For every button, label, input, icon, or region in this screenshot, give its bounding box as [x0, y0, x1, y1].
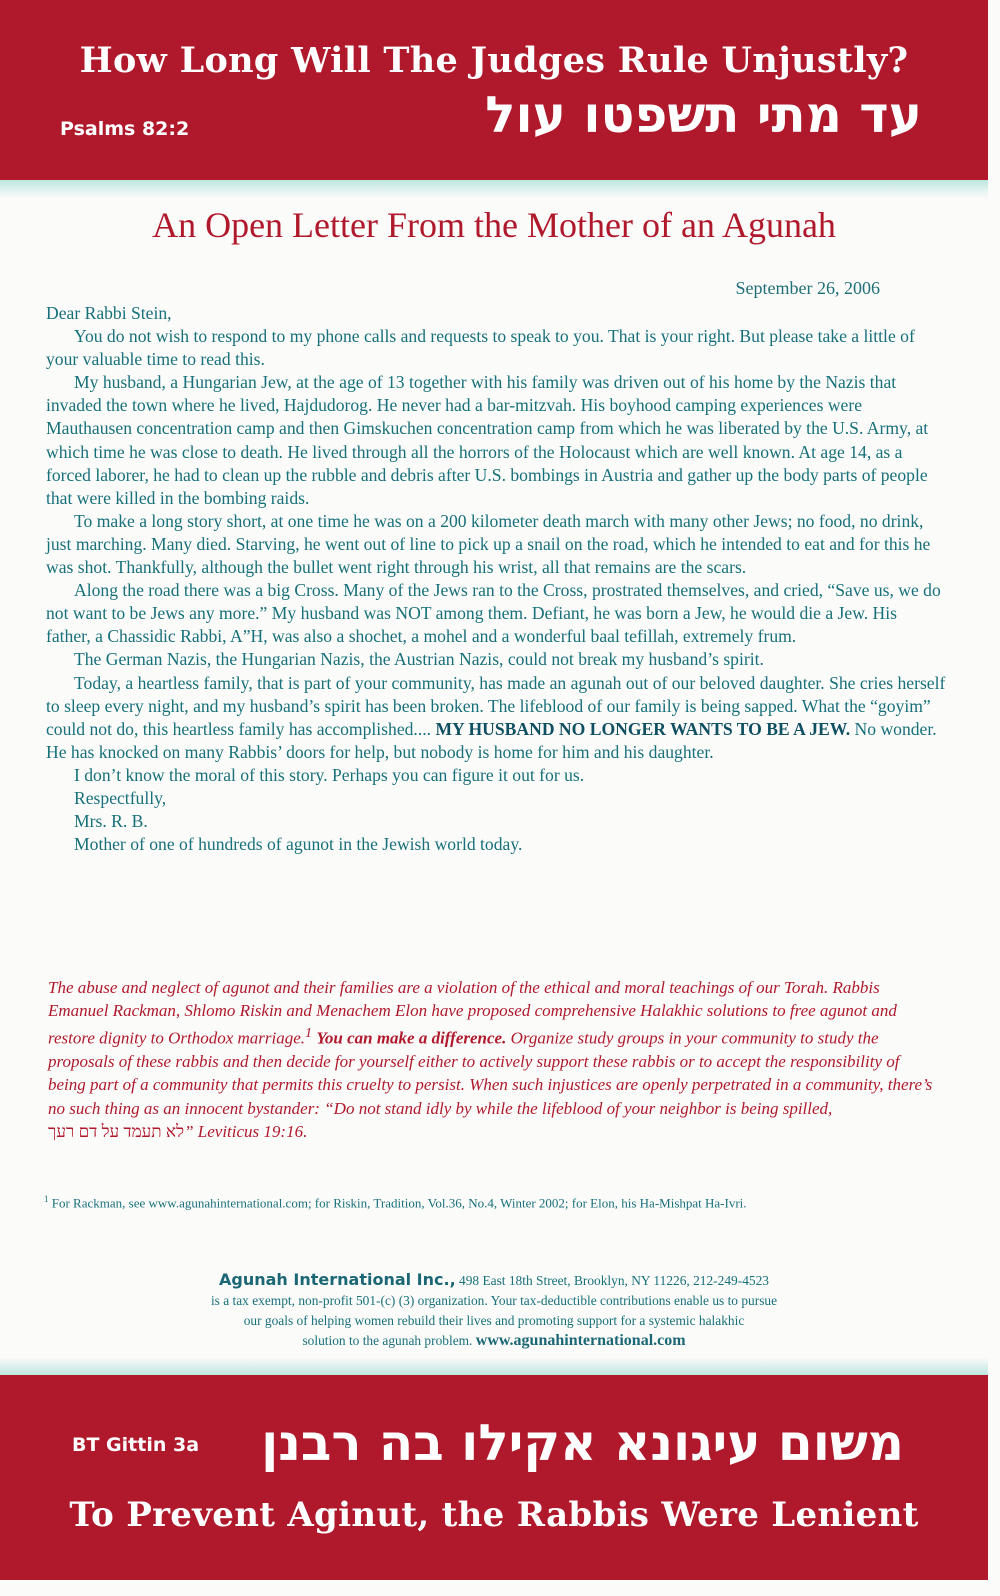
bottom-banner-reference: BT Gittin 3a [72, 1434, 200, 1456]
page-title: An Open Letter From the Mother of an Agunah [152, 205, 836, 245]
letter-paragraph [46, 672, 946, 764]
letter-emphasis: MY HUSBAND NO LONGER WANTS TO BE A JEW. [435, 718, 851, 739]
letter-paragraph: Along the road there was a big Cross. Many of the Jews ran to the Cross, prostrated themselves, and cried, “Save us, we do not want to be Jews any more.” My husband was NOT among them. Defiant, he was born a Jew, he would die a Jew. His father, a Chassidic Rabbi, A”H, was also a shochet, a mohel and a wonderful baal tefillah, extremely frum. [46, 580, 941, 647]
top-edge-divider [0, 180, 988, 198]
bottom-banner-title: To Prevent Aginut, the Rabbis Were Lenient [69, 1495, 919, 1535]
org-line [0, 1331, 988, 1351]
letter-date: September 26, 2006 [735, 278, 880, 298]
top-banner [0, 0, 988, 180]
bottom-edge-divider [0, 1357, 988, 1375]
appeal-text: Organize study groups in your community to study the proposals of these rabbis and then decide for yourself either to actively support these rabbis or to accept the responsibility of being part of a community that permits this cruelty to persist. When such injustices are openly perpetrated in a community, there’s no such thing as an innocent bystander: “Do not stand idly by while the lifeblood of your neighbor is being spilled, [48, 1029, 933, 1118]
salutation: Dear Rabbi Stein, [46, 303, 172, 323]
letter-paragraph: To make a long story short, at one time he was on a 200 kilometer death march with many other Jews; no food, no drink, just marching. Many died. Starving, he went out of line to pick up a snail on the road, which he intended to eat and for this he was shot. Thankfully, although the bullet went right through his wrist, all that remains are the scars. [46, 510, 931, 578]
letter-text: No wonder. He has knocked on many Rabbis’ doors for help, but nobody is home for him and his daughter. [46, 718, 937, 762]
letter-paragraph: My husband, a Hungarian Jew, at the age of 13 together with his family was driven out of his home by the Nazis that invaded the town where he lived, Hajdudorog. He never had a bar-mitzvah. His boyhood camping experiences were Mauthausen concentration camp and then Gimskuchen concentration camp from which he was liberated by the U.S. Army, at which time he was close to death. He lived through all the horrors of the Holocaust which are well known. At age 14, as a forced laborer, he had to clean up the rubble and debris after U.S. bombings in Austria and gather up the body parts of people that were killed in the bombing raids. [46, 372, 929, 508]
org-line [0, 1270, 988, 1291]
bottom-banner [0, 1375, 988, 1580]
appeal-paragraph [48, 976, 940, 1143]
letter-sign-line: Mother of one of hundreds of agunot in the Jewish world today. [74, 834, 523, 855]
appeal-citation: ” Leviticus 19:16. [184, 1121, 308, 1141]
top-banner-title: How Long Will The Judges Rule Unjustly? [79, 40, 909, 81]
letter-paragraph: You do not wish to respond to my phone calls and requests to speak to you. That is your right. But please take a little of your valuable time to read this. [46, 326, 915, 370]
letter-body [0, 198, 988, 1358]
org-website-link[interactable]: www.agunahinternational.com [475, 1332, 686, 1349]
footnote-text: For Rackman, see www.agunahinternational.com; for Riskin, Tradition, Vol.36, No.4, Winter 2002; for Elon, his Ha-Mishpat Ha-Ivri. [51, 1195, 747, 1211]
org-line: our goals of helping women rebuild their lives and promoting support for a systemic halakhic [243, 1313, 745, 1328]
footnote [44, 1194, 944, 1211]
letter-signature: Mrs. R. B. [74, 811, 148, 832]
letter-closing: Respectfully, [74, 787, 167, 808]
bottom-banner-hebrew: משום עיגונא אקילו בה רבנן [261, 1414, 904, 1472]
org-text: solution to the agunah problem. [302, 1333, 473, 1348]
letter-text: Today, a heartless family, that is part of your community, has made an agunah out of our beloved daughter. She cries herself to sleep every night, and my husband’s spirit has been broken. The lifeblood of our family is being sapped. What the “goyim” could not do, this heartless family has accomplished.... [46, 672, 946, 739]
letter-paragraph: The German Nazis, the Hungarian Nazis, the Austrian Nazis, could not break my husband’s spirit. [74, 649, 764, 670]
org-line: is a tax exempt, non-profit 501-(c) (3) organization. Your tax-deductible contributions enable us to pursue [210, 1293, 778, 1308]
top-banner-reference: Psalms 82:2 [60, 118, 190, 140]
hebrew-quote: לא תעמד על דם רעך [48, 1121, 185, 1141]
top-banner-hebrew: עד מתי תשפטו עול [485, 86, 922, 144]
footnote-mark: 1 [305, 1025, 313, 1042]
footnote-number: 1 [44, 1194, 49, 1204]
appeal-emphasis: You can make a difference. [316, 1029, 507, 1049]
organization-block [0, 1270, 988, 1351]
appeal-text: The abuse and neglect of agunot and their families are a violation of the ethical and moral teachings of our Torah. Rabbis Emanuel Rackman, Shlomo Riskin and Menachem Elon have proposed comprehensive Halakhic solutions to free agunot and restore dignity to Orthodox marriage. [48, 978, 897, 1049]
open-letter [46, 302, 946, 856]
letter-paragraph: I don’t know the moral of this story. Perhaps you can figure it out for us. [74, 764, 585, 785]
org-address: 498 East 18th Street, Brooklyn, NY 11226, 212-249-4523 [459, 1273, 769, 1288]
org-name: Agunah International Inc., [219, 1270, 456, 1289]
